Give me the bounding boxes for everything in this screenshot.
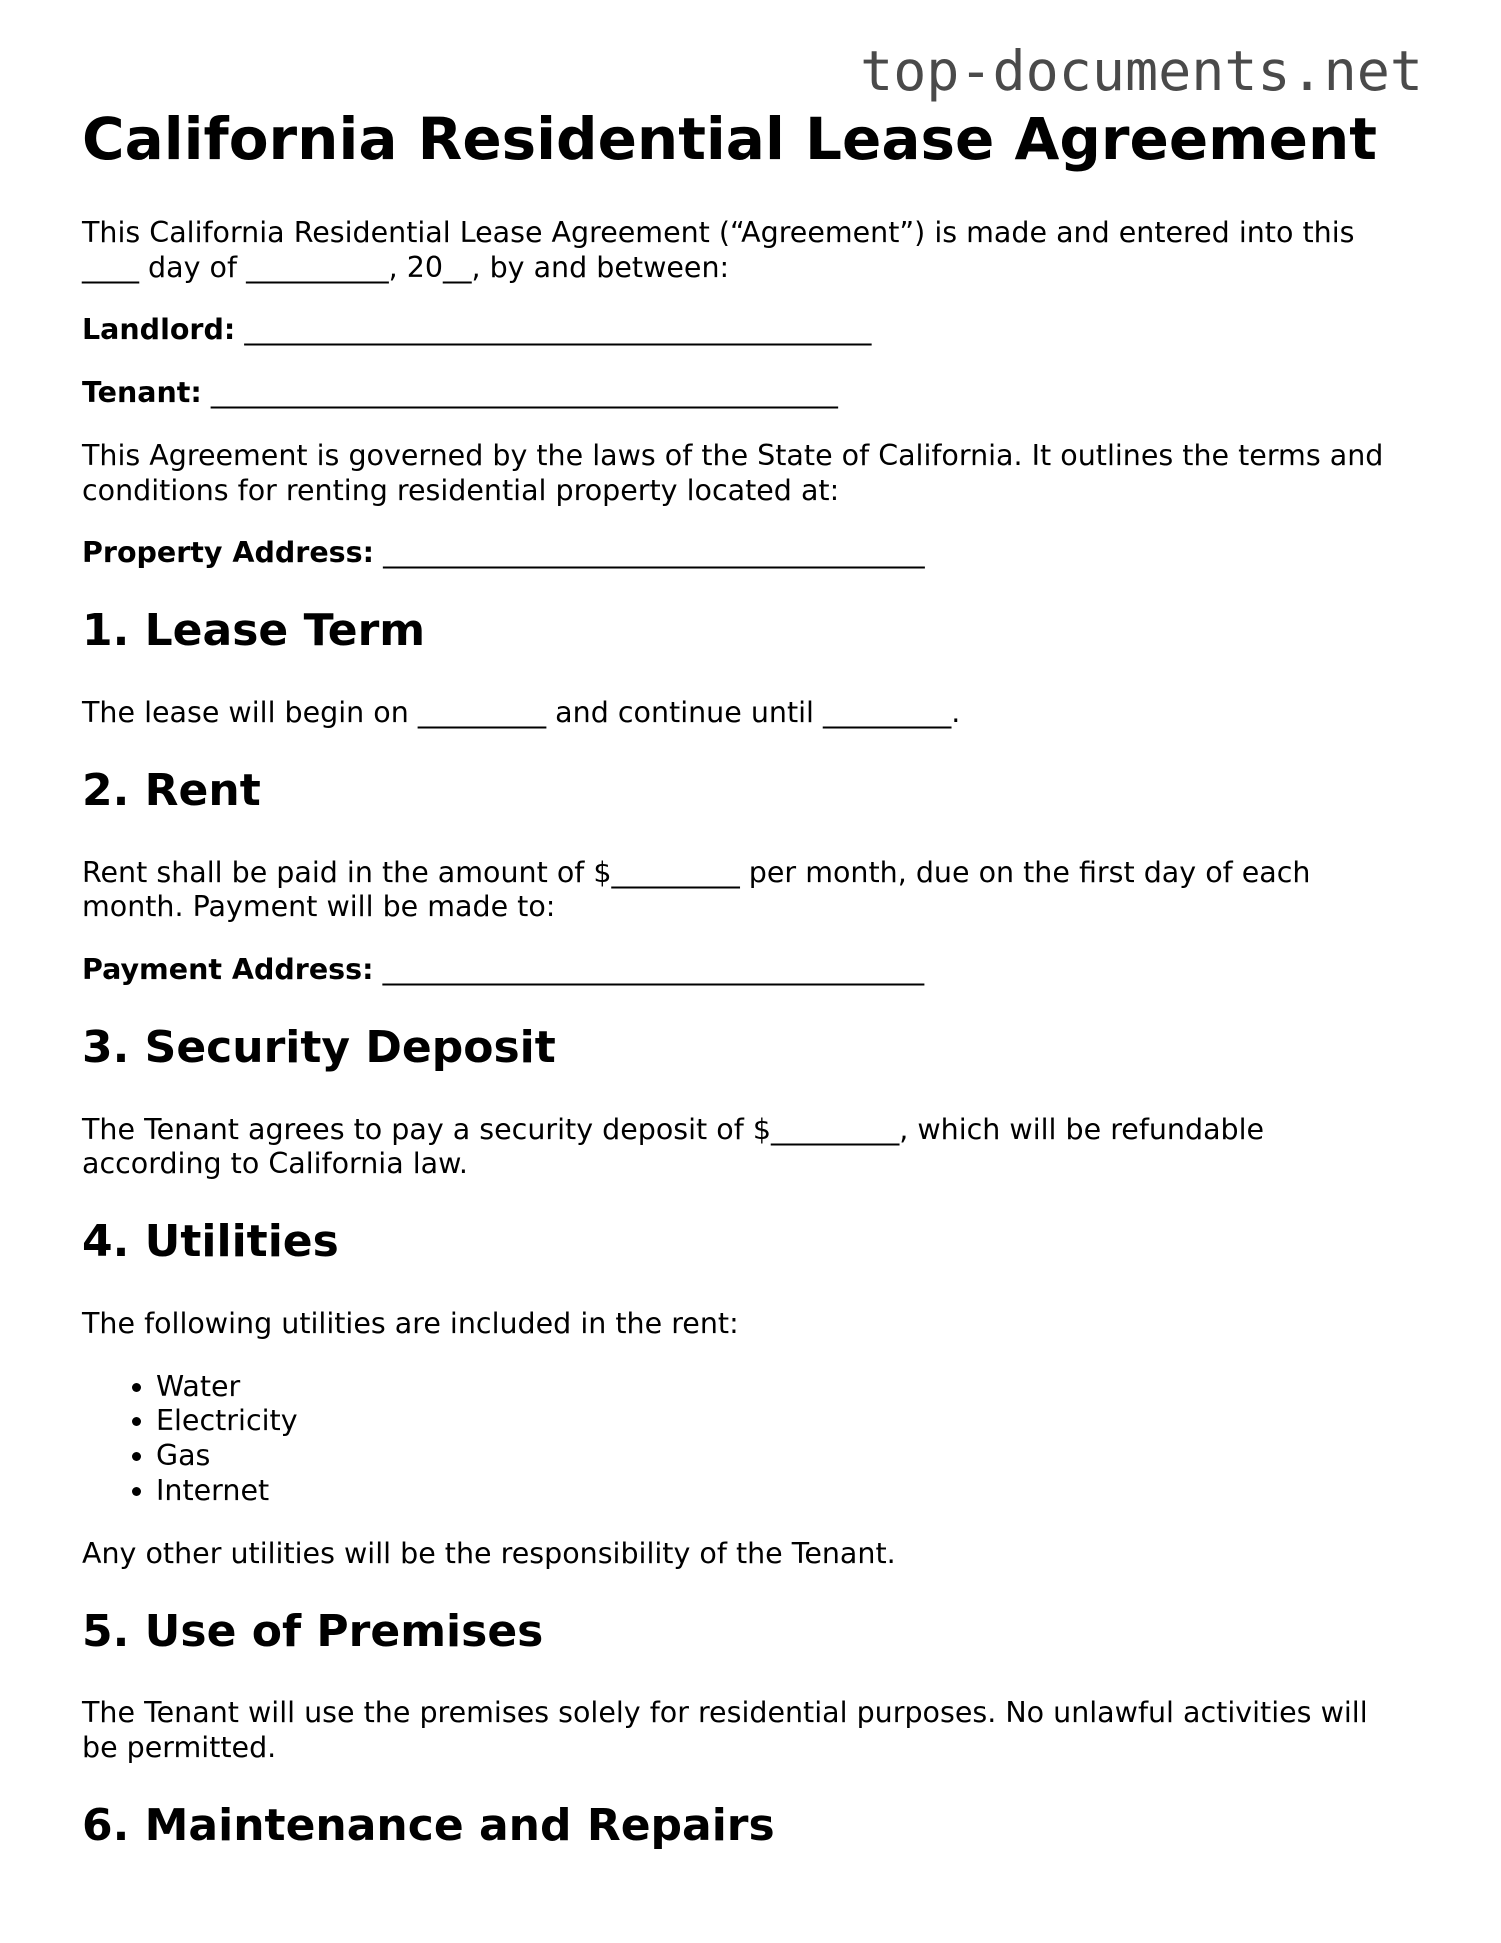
governing-law-paragraph: This Agreement is governed by the laws of the State of California. It outlines the terms and conditions for renting residential property located at: <box>82 438 1384 507</box>
list-item: • Electricity <box>156 1404 1412 1439</box>
list-item: • Gas <box>156 1439 1412 1474</box>
property-address-field <box>82 536 1412 571</box>
section-heading-use-of-premises: 5. Use of Premises <box>82 1605 544 1657</box>
section-heading-rent: 2. Rent <box>82 764 261 816</box>
tenant-blank[interactable]: ____________________________________________ <box>210 376 838 410</box>
utilities-list <box>82 1370 1412 1509</box>
section-heading-security-deposit: 3. Security Deposit <box>82 1021 556 1073</box>
landlord-field <box>82 313 1412 348</box>
section-heading-utilities: 4. Utilities <box>82 1216 339 1268</box>
payment-address-field <box>82 953 1412 988</box>
document-page <box>82 105 1412 1853</box>
payment-address-blank[interactable]: ______________________________________ <box>382 953 925 987</box>
utilities-footer-paragraph: Any other utilities will be the responsibility of the Tenant. <box>82 1536 896 1570</box>
section-heading-maintenance: 6. Maintenance and Repairs <box>82 1799 775 1851</box>
site-watermark: top-documents.net <box>860 39 1423 103</box>
tenant-label: Tenant: <box>82 376 202 410</box>
lease-term-paragraph: The lease will begin on _________ and continue until _________. <box>82 695 961 729</box>
tenant-field <box>82 376 1412 411</box>
list-item: • Water <box>156 1370 1412 1405</box>
property-address-label: Property Address: <box>82 536 374 570</box>
payment-address-label: Payment Address: <box>82 953 374 987</box>
utilities-paragraph: The following utilities are included in the rent: <box>82 1306 739 1340</box>
landlord-blank[interactable]: ____________________________________________ <box>244 313 872 347</box>
use-of-premises-paragraph: The Tenant will use the premises solely for residential purposes. No unlawful activities will be permitted. <box>82 1696 1368 1765</box>
intro-paragraph: This California Residential Lease Agreement (“Agreement”) is made and entered into this ____ day of __________, 20__, by and between: <box>82 215 1355 284</box>
security-deposit-paragraph: The Tenant agrees to pay a security deposit of $_________, which will be refundable according to California law. <box>82 1112 1265 1181</box>
list-item: • Internet <box>156 1474 1412 1509</box>
rent-paragraph: Rent shall be paid in the amount of $_________ per month, due on the first day of each month. Payment will be made to: <box>82 855 1311 924</box>
section-heading-lease-term: 1. Lease Term <box>82 605 426 657</box>
landlord-label: Landlord: <box>82 313 236 347</box>
document-title: California Residential Lease Agreement <box>82 105 1377 173</box>
property-address-blank[interactable]: ______________________________________ <box>383 536 925 570</box>
